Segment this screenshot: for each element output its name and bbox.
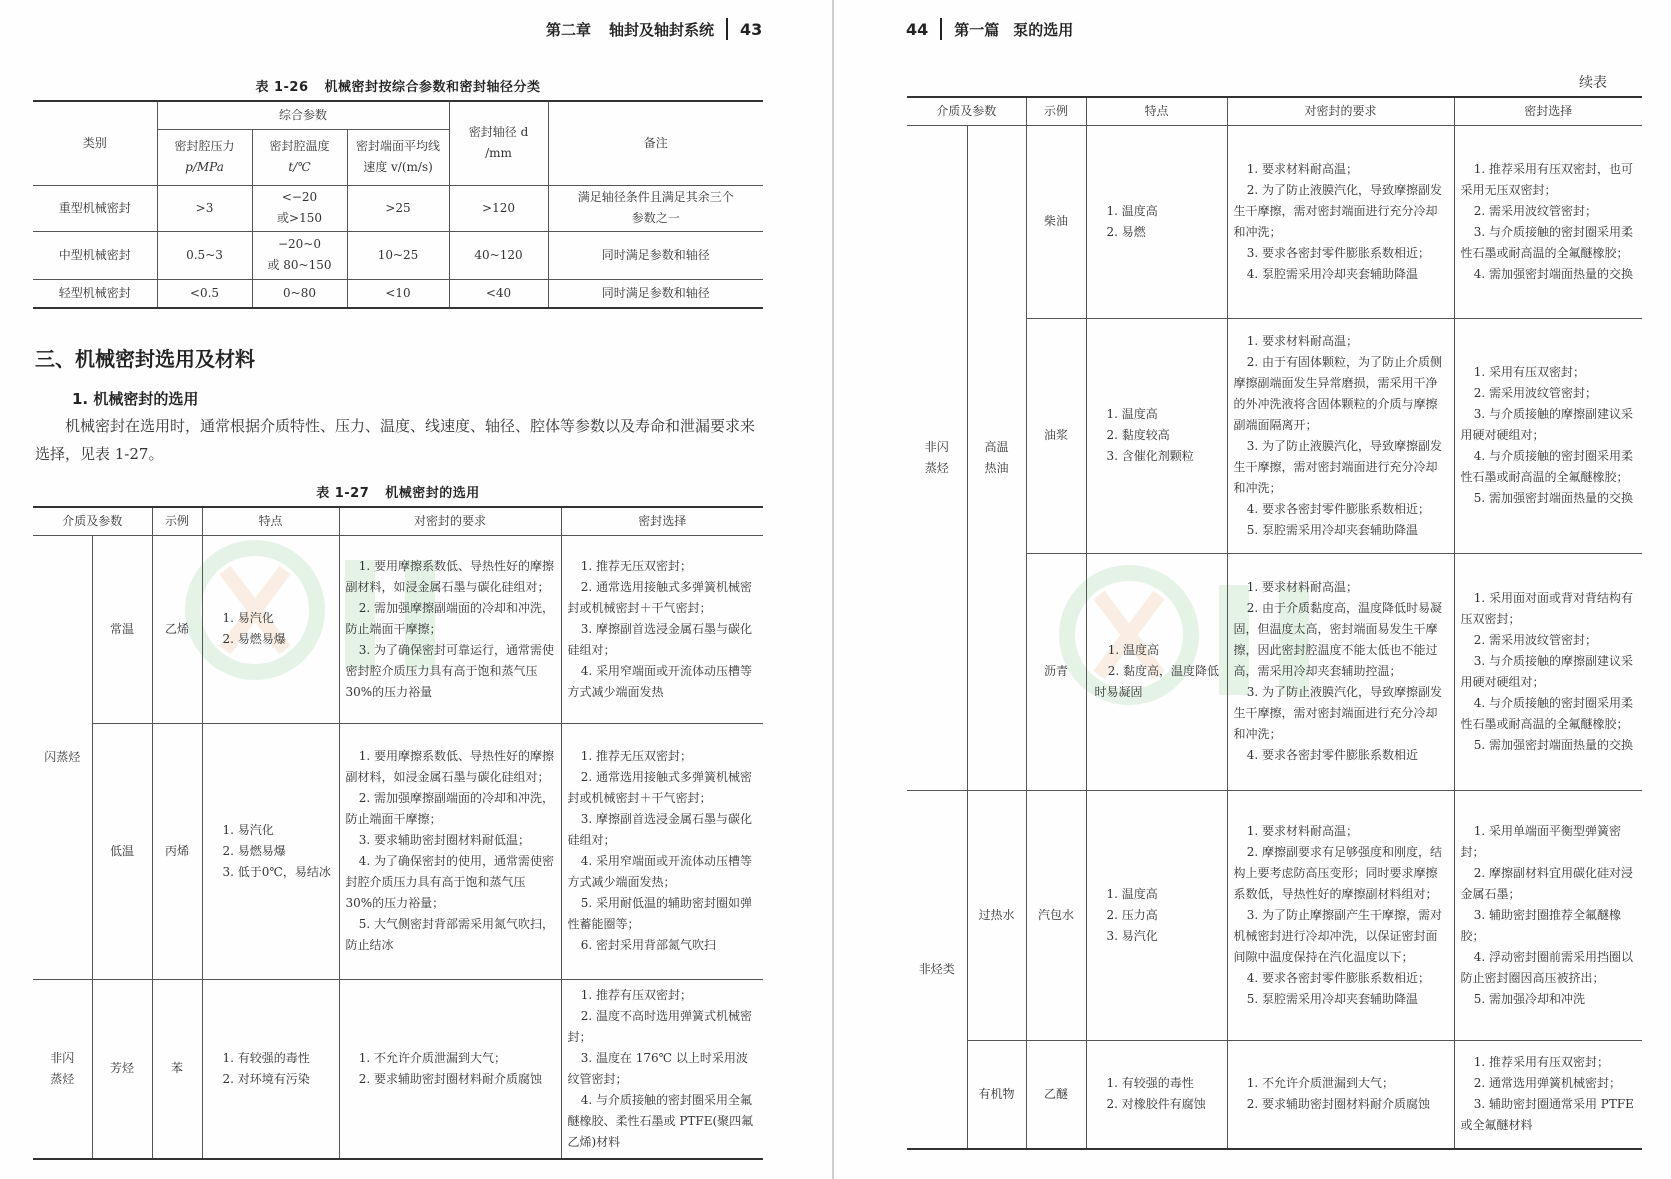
header-medium: 介质及参数 [33,507,152,535]
table-row: 低温 丙烯 1. 易汽化 2. 易燃易爆 3. 低于0℃，易结冰 1. 要用摩擦系数低、导热性好的摩擦副材料，如浸金属石墨与碳化硅组对； 2. 需加强摩擦副端面的冷却和冲洗，防止端面干摩擦； 3. 要求辅助密封圈材料耐低温； 4. 为了确保密封的使用，通常需使密封腔介质压力具有高于饱和蒸气压 30%的压力裕量； 5. 大气侧密封背部需采用氮气吹扫，防止结冰 1. 推荐无压双密封； 2. 通常选用接触式多弹簧机械密封或机械密封＋干气密封； 3. 摩擦副首选浸金属石墨与碳化硅组对； 4. 采用窄端面或开流体动压槽等方式减少端面发热； 5. 采用耐低温的辅助密封圈如弹性蓄能圈等； 6. 密封采用背部氮气吹扫 [33,723,763,979]
table-row: 有机物 乙醚 1. 有较强的毒性 2. 对橡胶件有腐蚀 1. 不允许介质泄漏到大气； 2. 要求辅助密封圈材料耐介质腐蚀 1. 推荐采用有压双密封； 2. 通常选用弹簧机械密封； 3. 辅助密封圈通常采用 PTFE 或全氟醚材料 [907,1040,1642,1149]
table-row: 沥青 1. 温度高 2. 黏度高，温度降低时易凝固 1. 要求材料耐高温； 2. 由于介质黏度高，温度降低时易凝固，但温度太高，密封端面易发生干摩擦，因此密封腔温度不能太低也不能过高，需采用冷却夹套辅助控温； 3. 为了防止液膜汽化，导致摩擦副发生干摩擦，需对密封端面进行充分冷却和冲洗； 4. 要求各密封零件膨胀系数相近 1. 采用面对面或背对背结构有压双密封； 2. 需采用波纹管密封； 3. 与介质接触的摩擦副建议采用硬对硬组对； 4. 与介质接触的密封圈采用柔性石墨或耐高温的全氟醚橡胶； 5. 需加强密封端面热量的交换 [907,553,1642,790]
table-row: 非闪 蒸烃 高温 热油 柴油 1. 温度高 2. 易燃 1. 要求材料耐高温； 2. 为了防止液膜汽化，导致摩擦副发生干摩擦，需对密封端面进行充分冷却和冲洗； 3. 要求各密封零件膨胀系数相近； 4. 泵腔需采用冷却夹套辅助降温 1. 推荐采用有压双密封，也可采用无压双密封； 2. 需采用波纹管密封； 3. 与介质接触的密封圈采用柔性石墨或耐高温的全氟醚橡胶； 4. 需加强密封端面热量的交换 [907,125,1642,318]
table-row: 中型机械密封 0.5~3 −20~0 或 80~150 10~25 40~120 同时满足参数和轴径 [33,231,763,279]
table-row: 非闪 蒸烃 芳烃 苯 1. 有较强的毒性 2. 对环境有污染 1. 不允许介质泄漏到大气； 2. 要求辅助密封圈材料耐介质腐蚀 1. 推荐有压双密封； 2. 温度不高时选用弹簧式机械密封； 3. 温度在 176℃ 以上时采用波纹管密封； 4. 与介质接触的密封圈采用全氟醚橡胶、柔性石墨或 PTFE(聚四氟乙烯)材料 [33,979,763,1159]
right-page [834,0,1671,1179]
table-row: 轻型机械密封 <0.5 0~80 <10 <40 同时满足参数和轴径 [33,279,763,308]
page-number: 44 [906,19,929,39]
header-example: 示例 [1026,97,1086,125]
body-paragraph: 机械密封在选用时，通常根据介质特性、压力、温度、线速度、轴径、腔体等参数以及寿命和泄漏要求来选择，见表 1-27。 [35,417,756,463]
group-cell: 非烃类 [907,790,967,1149]
table-1-27-caption: 表 1-27 机械密封的选用 [316,486,480,501]
header-requirements: 对密封的要求 [1227,97,1454,125]
table-1-26 [33,100,763,309]
table-1-26-caption: 表 1-26 机械密封按综合参数和密封轴径分类 [255,80,541,95]
part-label: 第一篇 [954,20,1000,39]
header-medium: 介质及参数 [907,97,1026,125]
group-cell: 闪蒸烃 [33,535,92,979]
table-row: 闪蒸烃 常温 乙烯 1. 易汽化 2. 易燃易爆 1. 要用摩擦系数低、导热性好的摩擦副材料，如浸金属石墨与碳化硅组对； 2. 需加强摩擦副端面的冷却和冲洗，防止端面干摩擦； 3. 为了确保密封可靠运行，通常需使密封腔介质压力具有高于饱和蒸气压 30%的压力裕量 1. 推荐无压双密封； 2. 通常选用接触式多弹簧机械密封或机械密封＋干气密封； 3. 摩擦副首选浸金属石墨与碳化硅组对； 4. 采用窄端面或开流体动压槽等方式减少端面发热 [33,535,763,723]
header-selection: 密封选择 [1454,97,1642,125]
page-number: 43 [740,19,763,39]
header-category: 类别 [33,101,157,185]
header-group: 综合参数 [157,101,449,129]
header-diameter: 密封轴径 d /mm [449,101,548,185]
header-features: 特点 [202,507,339,535]
running-head-left [546,18,762,40]
left-page [0,0,832,1179]
chapter-title: 轴封及轴封系统 [609,20,715,39]
head-divider [726,18,728,40]
section-heading: 三、机械密封选用及材料 [35,347,255,371]
header-example: 示例 [152,507,202,535]
subgroup-cell: 高温 热油 [967,125,1026,790]
header-temperature: 密封腔温度 t/℃ [252,129,347,185]
header-pressure: 密封腔压力 p/MPa [157,129,252,185]
continued-label: 续表 [1579,75,1607,91]
header-selection: 密封选择 [561,507,763,535]
continued-table [907,96,1642,1150]
chapter-label: 第二章 [546,20,592,39]
header-speed: 密封端面平均线 速度 v/(m/s) [347,129,449,185]
group-cell: 非闪 蒸烃 [907,125,967,790]
table-row: 重型机械密封 >3 <−20 或>150 >25 >120 满足轴径条件且满足其余三个 参数之一 [33,185,763,231]
part-title: 泵的选用 [1013,20,1074,39]
head-divider [940,18,942,40]
group-cell: 非闪 蒸烃 [33,979,92,1159]
table-row: 油浆 1. 温度高 2. 黏度较高 3. 含催化剂颗粒 1. 要求材料耐高温； 2. 由于有固体颗粒，为了防止介质侧摩擦副端面发生异常磨损，需采用干净的外冲洗液将含固体颗粒的介质与摩擦副端面隔离开； 3. 为了防止液膜汽化，导致摩擦副发生干摩擦，需对密封端面进行充分冷却和冲洗； 4. 要求各密封零件膨胀系数相近； 5. 泵腔需采用冷却夹套辅助降温 1. 采用有压双密封； 2. 需采用波纹管密封； 3. 与介质接触的摩擦副建议采用硬对硬组对； 4. 与介质接触的密封圈采用柔性石墨或耐高温的全氟醚橡胶； 5. 需加强密封端面热量的交换 [907,318,1642,553]
subsection-heading: 1. 机械密封的选用 [72,390,199,408]
table-1-27 [33,506,763,1160]
header-features: 特点 [1086,97,1227,125]
table-row: 非烃类 过热水 汽包水 1. 温度高 2. 压力高 3. 易汽化 1. 要求材料耐高温； 2. 摩擦副要求有足够强度和刚度，结构上要考虑防高压变形；同时要求摩擦系数低，导热性好的摩擦副材料组对； 3. 为了防止摩擦副产生干摩擦，需对机械密封进行冷却冲洗，以保证密封面间隙中温度保持在汽化温度以下； 4. 要求各密封零件膨胀系数相近； 5. 泵腔需采用冷却夹套辅助降温 1. 采用单端面平衡型弹簧密封； 2. 摩擦副材料宜用碳化硅对浸金属石墨； 3. 辅助密封圈推荐全氟醚橡胶； 4. 浮动密封圈前需采用挡圈以防止密封圈因高压被挤出； 5. 需加强冷却和冲洗 [907,790,1642,1040]
header-remark: 备注 [548,101,763,185]
header-requirements: 对密封的要求 [339,507,561,535]
running-head-right [906,18,1073,40]
